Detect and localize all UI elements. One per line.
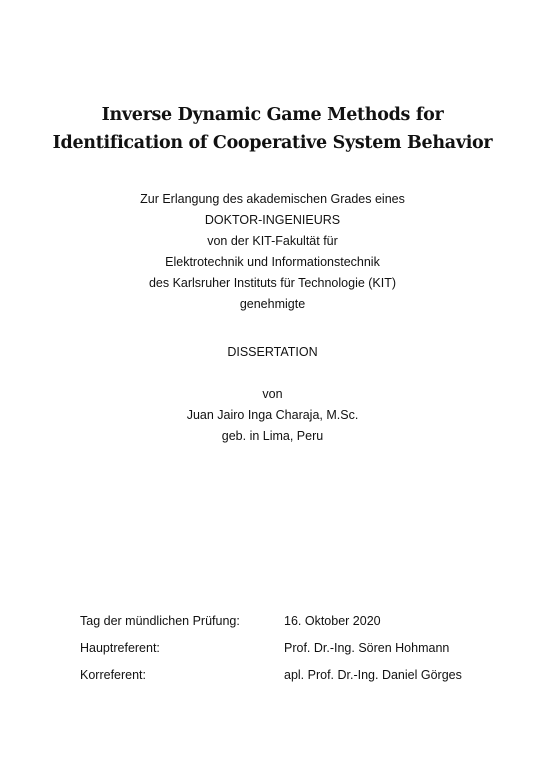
co-referee-value: apl. Prof. Dr.-Ing. Daniel Görges (284, 667, 462, 682)
author-prefix: von (262, 387, 283, 401)
exam-info-row-main-referee (80, 634, 520, 661)
exam-date-label: Tag der mündlichen Prüfung: (80, 613, 240, 628)
main-referee-value: Prof. Dr.-Ing. Sören Hohmann (284, 640, 450, 655)
author-birthplace: geb. in Lima, Peru (221, 429, 324, 443)
exam-info-table (80, 607, 520, 688)
document-type-block (0, 342, 545, 363)
author-name: Juan Jairo Inga Charaja, M.Sc. (186, 408, 359, 422)
degree-statement (0, 189, 545, 315)
co-referee-label: Korreferent: (80, 667, 147, 682)
thesis-title-line-2: Identification of Cooperative System Behavior (52, 133, 493, 153)
author-block (0, 384, 545, 447)
exam-info-row-co-referee (80, 661, 520, 688)
exam-date-value: 16. Oktober 2020 (284, 613, 381, 628)
degree-line-3: von der KIT-Fakultät für (207, 234, 338, 248)
degree-line-6: genehmigte (239, 297, 306, 311)
thesis-title-line-1: Inverse Dynamic Game Methods for (101, 105, 444, 125)
degree-line-2: DOKTOR-INGENIEURS (204, 213, 341, 227)
degree-line-4: Elektrotechnik und Informationstechnik (165, 255, 380, 269)
main-referee-label: Hauptreferent: (80, 640, 160, 655)
degree-line-1: Zur Erlangung des akademischen Grades eines (140, 192, 405, 206)
thesis-title (0, 101, 545, 157)
document-type: DISSERTATION (227, 345, 318, 359)
degree-line-5: des Karlsruher Instituts für Technologie (KIT) (148, 276, 397, 290)
exam-info-row-exam-date (80, 607, 520, 634)
